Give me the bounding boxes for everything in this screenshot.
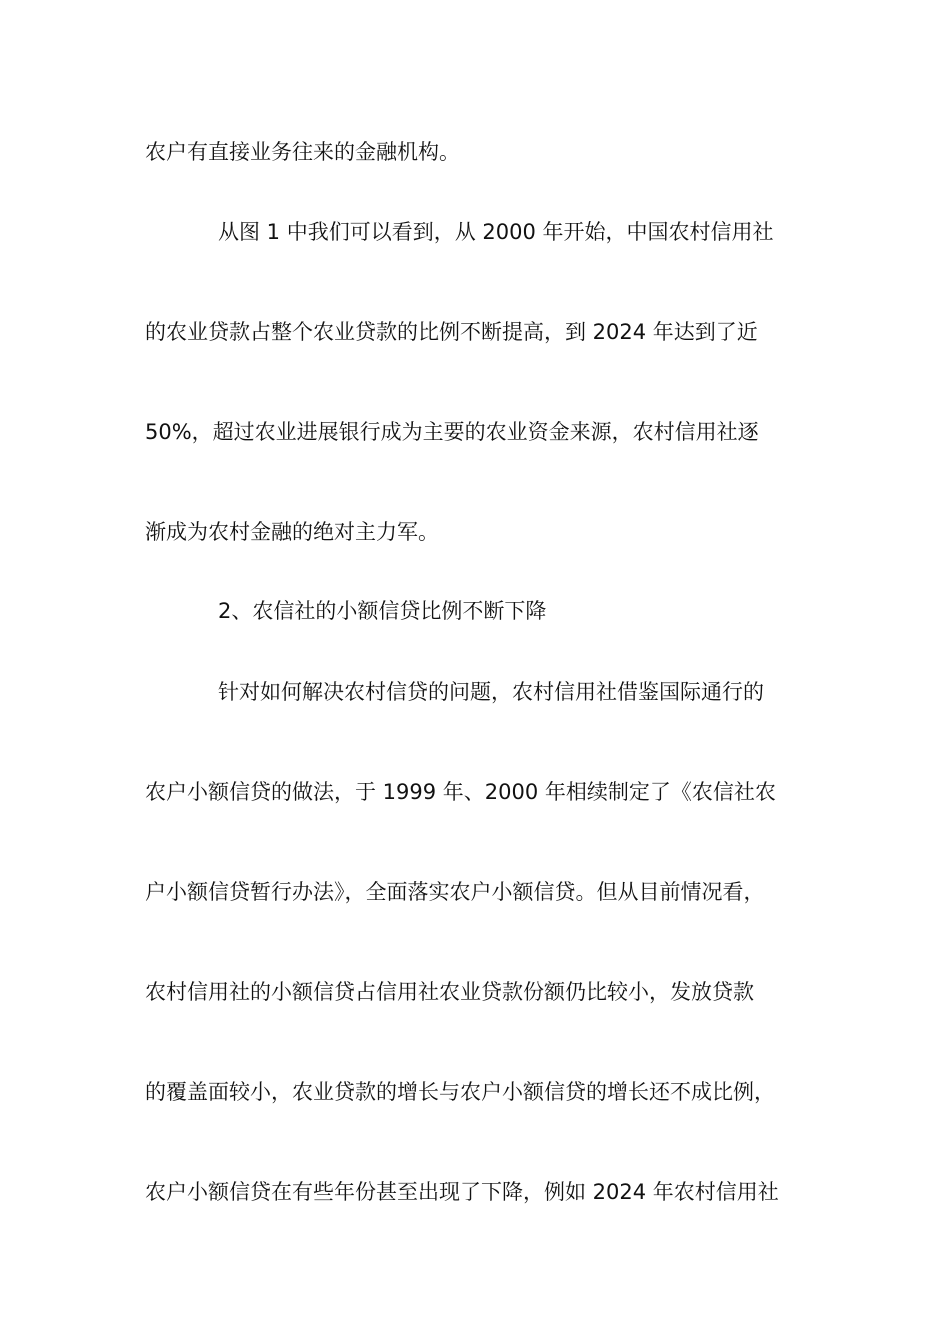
- paragraph-line: 针对如何解决农村信贷的问题，农村信用社借鉴国际通行的: [218, 680, 764, 704]
- paragraph-line: 户小额信贷暂行办法》，全面落实农户小额信贷。但从目前情况看，: [145, 880, 765, 904]
- paragraph-line: 农户有直接业务往来的金融机构。: [145, 140, 460, 164]
- paragraph-line: 渐成为农村金融的绝对主力军。: [145, 520, 439, 544]
- paragraph-line: 从图 1 中我们可以看到，从 2000 年开始，中国农村信用社: [218, 220, 774, 244]
- paragraph-line: 农村信用社的小额信贷占信用社农业贷款份额仍比较小，发放贷款: [145, 980, 754, 1004]
- paragraph-line: 的覆盖面较小，农业贷款的增长与农户小额信贷的增长还不成比例，: [145, 1080, 775, 1104]
- paragraph-line: 的农业贷款占整个农业贷款的比例不断提高，到 2024 年达到了近: [145, 320, 758, 344]
- section-heading: 2、农信社的小额信贷比例不断下降: [218, 599, 547, 623]
- paragraph-line: 农户小额信贷的做法，于 1999 年、2000 年相续制定了《农信社农: [145, 780, 776, 804]
- paragraph-line: 农户小额信贷在有些年份甚至出现了下降，例如 2024 年农村信用社: [145, 1180, 779, 1204]
- paragraph-line: 50%，超过农业进展银行成为主要的农业资金来源，农村信用社逐: [145, 420, 759, 444]
